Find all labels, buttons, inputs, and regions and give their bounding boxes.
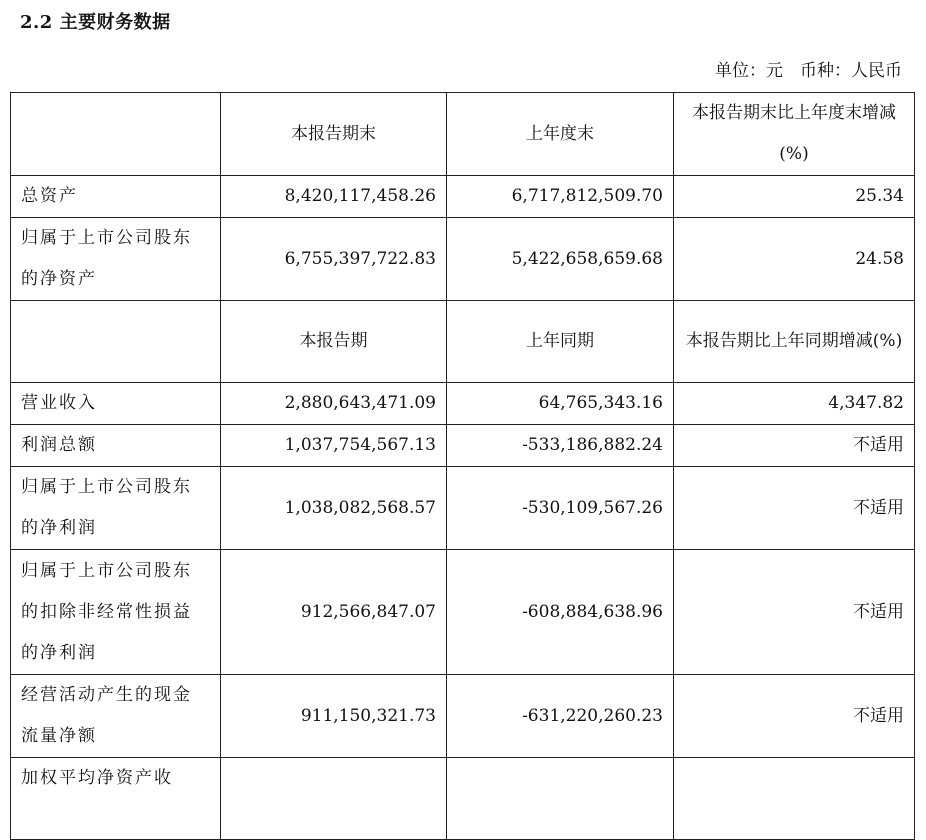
table-row <box>11 176 915 218</box>
table-row <box>11 383 915 425</box>
header-change-pct: 本报告期末比上年度末增减(%) <box>674 93 915 176</box>
value-change: 25.34 <box>674 176 915 218</box>
value-change: 4,347.82 <box>674 383 915 425</box>
row-label: 加权平均净资产收 <box>11 758 221 840</box>
value-prior: -608,884,638.96 <box>447 550 674 675</box>
value-change: 不适用 <box>674 675 915 758</box>
value-current <box>221 758 447 840</box>
value-change <box>674 758 915 840</box>
header-current-period-end: 本报告期末 <box>221 93 447 176</box>
value-prior: -631,220,260.23 <box>447 675 674 758</box>
financial-data-table <box>10 92 915 840</box>
row-label: 经营活动产生的现金流量净额 <box>11 675 221 758</box>
row-label: 归属于上市公司股东的净资产 <box>11 218 221 301</box>
header-row-period-end <box>11 93 915 176</box>
value-prior: 5,422,658,659.68 <box>447 218 674 301</box>
table-row <box>11 425 915 467</box>
value-prior: 6,717,812,509.70 <box>447 176 674 218</box>
header-blank <box>11 93 221 176</box>
value-current: 911,150,321.73 <box>221 675 447 758</box>
value-prior: -533,186,882.24 <box>447 425 674 467</box>
row-label: 归属于上市公司股东的净利润 <box>11 467 221 550</box>
value-change: 24.58 <box>674 218 915 301</box>
row-label: 营业收入 <box>11 383 221 425</box>
value-current: 1,038,082,568.57 <box>221 467 447 550</box>
value-prior: -530,109,567.26 <box>447 467 674 550</box>
unit-currency-note: 单位：元 币种：人民币 <box>715 61 902 81</box>
header-change-pct: 本报告期比上年同期增减(%) <box>674 301 915 383</box>
header-prior-year-end: 上年度末 <box>447 93 674 176</box>
value-change: 不适用 <box>674 467 915 550</box>
header-current-period: 本报告期 <box>221 301 447 383</box>
value-current: 6,755,397,722.83 <box>221 218 447 301</box>
header-blank <box>11 301 221 383</box>
table-row <box>11 550 915 675</box>
header-row-period <box>11 301 915 383</box>
value-change: 不适用 <box>674 425 915 467</box>
table-row <box>11 675 915 758</box>
value-current: 912,566,847.07 <box>221 550 447 675</box>
value-current: 2,880,643,471.09 <box>221 383 447 425</box>
section-heading: 2.2 主要财务数据 <box>20 12 171 33</box>
table-row-partial <box>11 758 915 840</box>
value-current: 1,037,754,567.13 <box>221 425 447 467</box>
value-current: 8,420,117,458.26 <box>221 176 447 218</box>
row-label: 归属于上市公司股东的扣除非经常性损益的净利润 <box>11 550 221 675</box>
value-change: 不适用 <box>674 550 915 675</box>
header-prior-period: 上年同期 <box>447 301 674 383</box>
row-label: 总资产 <box>11 176 221 218</box>
table-row <box>11 467 915 550</box>
row-label: 利润总额 <box>11 425 221 467</box>
value-prior: 64,765,343.16 <box>447 383 674 425</box>
value-prior <box>447 758 674 840</box>
table-row <box>11 218 915 301</box>
